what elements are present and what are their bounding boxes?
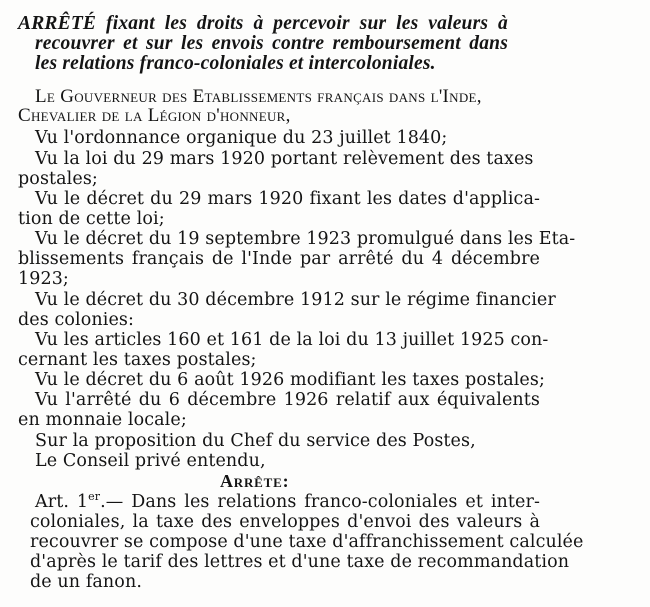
consideration-line: 1923; (18, 269, 69, 289)
issuer-line-1: Le Gouverneur des Etablissements français dans l'Inde, (35, 86, 482, 107)
article-text: Dans les relations franco-coloniales et inter- (131, 492, 540, 512)
consideration-line: Vu l'ordonnance organique du 23 juillet 1840; (35, 128, 448, 148)
article-1-line-4: d'après le tarif des lettres et d'une taxe de recommandation (30, 552, 570, 572)
consideration-line: cernant les taxes postales; (18, 350, 257, 370)
consideration-line: des colonies: (18, 310, 134, 330)
article-label-sup: er (88, 490, 101, 504)
consideration-line: blissements français de l'Inde par arrêté du 4 décembre (18, 249, 540, 269)
consideration-line: Sur la proposition du Chef du service des Postes, (35, 431, 476, 451)
consideration-line: Vu le décret du 29 mars 1920 fixant les dates d'applica- (35, 189, 540, 209)
consideration-line: en monnaie locale; (18, 410, 187, 430)
title-line-3: les relations franco-coloniales et intercoloniales. (35, 53, 436, 74)
consideration-line: Vu le décret du 19 septembre 1923 promulgué dans les Eta- (35, 229, 576, 249)
article-label: Art. 1 (35, 492, 89, 512)
article-1-line-5: de un fanon. (30, 572, 142, 592)
decree-heading: Arrête: (220, 471, 290, 491)
article-1-line-3: recouvrer se compose d'une taxe d'affranchissement calculée (30, 532, 584, 552)
article-1-line-1 (35, 492, 540, 512)
consideration-line: Vu l'arrêté du 6 décembre 1926 relatif aux équivalents (35, 390, 540, 410)
article-1-line-2: coloniales, la taxe des enveloppes d'envoi des valeurs à (30, 512, 540, 532)
title-line-1: ARRÊTÉ fixant les droits à percevoir sur les valeurs à (18, 13, 508, 34)
consideration-line: Le Conseil privé entendu, (35, 451, 266, 471)
consideration-line: Vu les articles 160 et 161 de la loi du 13 juillet 1925 con- (35, 330, 549, 350)
title-line-2: recouvrer et sur les envois contre remboursement dans (35, 33, 508, 54)
article-label-suffix: .— (100, 492, 132, 512)
consideration-line: Vu la loi du 29 mars 1920 portant relèvement des taxes (35, 149, 534, 169)
consideration-line: Vu le décret du 30 décembre 1912 sur le régime financier (35, 290, 556, 310)
consideration-line: postales; (18, 169, 98, 189)
issuer-line-2: Chevalier de la Légion d'honneur, (18, 105, 291, 126)
consideration-line: Vu le décret du 6 août 1926 modifiant les taxes postales; (35, 370, 545, 390)
consideration-line: tion de cette loi; (18, 209, 165, 229)
